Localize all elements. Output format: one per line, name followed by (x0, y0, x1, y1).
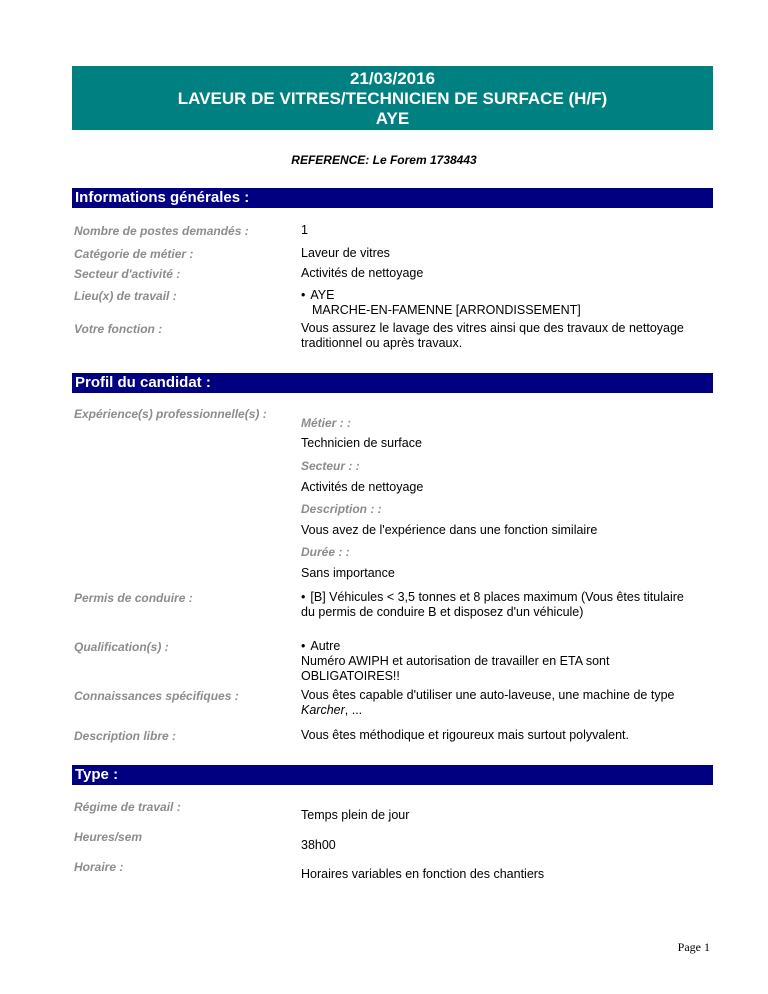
sector-value: Activités de nettoyage (301, 266, 424, 280)
license-value: • [B] Véhicules < 3,5 tonnes et 8 places maximum (Vous êtes titulaire du permis de conduire B et disposez d'un véhicule) (301, 590, 686, 620)
job-location: AYE (375, 109, 410, 128)
section-type-header: Type : (72, 765, 713, 785)
function-label: Votre fonction : (74, 322, 163, 336)
workplace-sub-item: MARCHE-EN-FAMENNE [ARRONDISSEMENT] (312, 303, 581, 317)
sector-label: Secteur d'activité : (74, 267, 181, 281)
workplace-item: • AYE (301, 288, 686, 303)
experience-sector-value: Activités de nettoyage (301, 480, 424, 494)
knowledge-text: Vous êtes capable d'utiliser une auto-laveuse, une machine de type (301, 688, 675, 702)
job-title: LAVEUR DE VITRES/TECHNICIEN DE SURFACE (H/F) (177, 89, 608, 108)
positions-value: 1 (301, 223, 308, 237)
regime-label: Régime de travail : (74, 800, 181, 814)
reference: REFERENCE: Le Forem 1738443 (291, 153, 477, 167)
free-description-label: Description libre : (74, 729, 177, 743)
regime-value: Temps plein de jour (301, 808, 410, 822)
qualification-note: Numéro AWIPH et autorisation de travailler en ETA sont OBLIGATOIRES!! (301, 654, 610, 683)
experience-label: Expérience(s) professionnelle(s) : (74, 407, 267, 421)
positions-label: Nombre de postes demandés : (74, 224, 249, 238)
section-profile-header: Profil du candidat : (72, 373, 713, 393)
knowledge-brand: Karcher (301, 703, 345, 717)
section-general-header: Informations générales : (72, 188, 713, 208)
category-label: Catégorie de métier : (74, 247, 194, 261)
qualification-item: • Autre (301, 639, 686, 654)
category-value: Laveur de vitres (301, 246, 390, 260)
knowledge-suffix: , ... (344, 703, 363, 717)
qualification-label: Qualification(s) : (74, 640, 169, 654)
schedule-value: Horaires variables en fonction des chantiers (301, 867, 545, 881)
workplace-value (301, 288, 686, 318)
job-sublabel: Métier : : (301, 416, 352, 430)
job-value: Technicien de surface (301, 436, 422, 450)
duration-value: Sans importance (301, 566, 395, 580)
hours-label: Heures/sem (74, 830, 143, 844)
free-description-value: Vous êtes méthodique et rigoureux mais surtout polyvalent. (301, 728, 629, 742)
qualification-value (301, 639, 686, 684)
posting-date: 21/03/2016 (349, 69, 436, 88)
job-title-banner (72, 66, 713, 130)
schedule-label: Horaire : (74, 860, 124, 874)
duration-sublabel: Durée : : (301, 545, 350, 559)
description-value: Vous avez de l'expérience dans une fonction similaire (301, 523, 598, 537)
function-value: Vous assurez le lavage des vitres ainsi que des travaux de nettoyage traditionnel ou après travaux. (301, 321, 684, 350)
description-sublabel: Description : : (301, 502, 382, 516)
sector-sublabel: Secteur : : (301, 459, 360, 473)
knowledge-value (301, 688, 686, 718)
page-number: Page 1 (677, 940, 710, 954)
knowledge-label: Connaissances spécifiques : (74, 689, 239, 703)
license-label: Permis de conduire : (74, 591, 193, 605)
workplace-label: Lieu(x) de travail : (74, 289, 177, 303)
hours-value: 38h00 (301, 838, 336, 852)
